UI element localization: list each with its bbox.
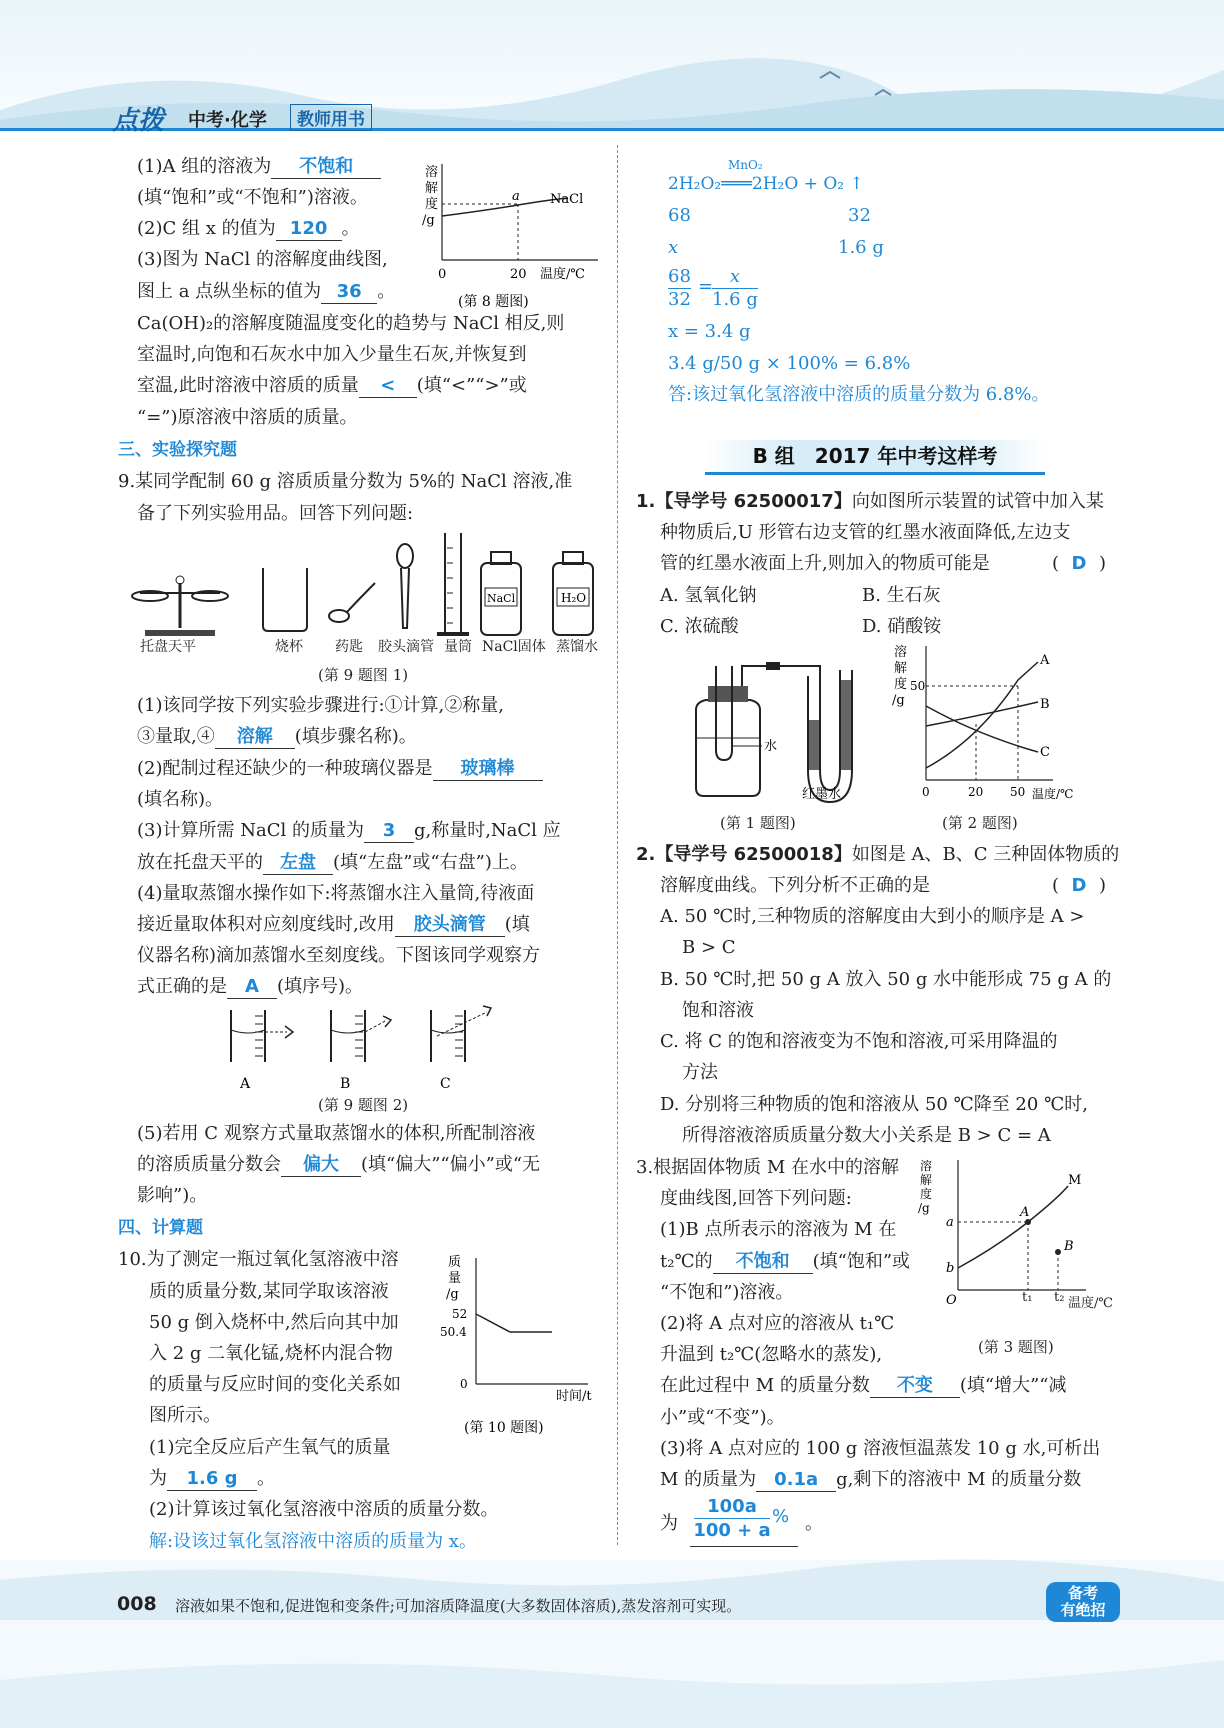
y-axis-label: 量 <box>448 1271 462 1286</box>
page-number: 008 <box>117 1593 157 1615</box>
answer-blank: A <box>227 976 277 999</box>
tick-label: 0 <box>438 267 447 282</box>
tick-label: t₂ <box>1054 1290 1065 1305</box>
tick-label: 0 <box>460 1377 468 1391</box>
point-b <box>1055 1249 1061 1255</box>
figure-caption: (第 2 题图) <box>942 814 1018 832</box>
footer-badge: 备考 有绝招 <box>1046 1582 1120 1622</box>
answer-blank: 不变 <box>870 1375 960 1398</box>
tick-label: t₁ <box>1022 1290 1033 1305</box>
series-label: A <box>1040 653 1050 668</box>
balance-icon <box>132 576 228 636</box>
y-axis-label: 溶 <box>920 1159 933 1173</box>
tick-label: 20 <box>968 785 984 799</box>
option-label: B <box>340 1076 351 1092</box>
figure-b3-xlabels <box>918 1290 1118 1310</box>
y-axis-label: /g <box>422 213 435 228</box>
option-label: A <box>240 1076 251 1092</box>
choice-answer: D <box>1071 875 1087 896</box>
equipment-label: 胶头滴管 <box>378 639 434 655</box>
point-label: A <box>1020 1205 1030 1220</box>
x-axis-label: 时间/t <box>556 1389 592 1404</box>
equipment-label: NaCl固体 <box>482 639 546 655</box>
tick-label: a <box>946 1215 954 1230</box>
header-edition: 教师用书 <box>290 104 372 131</box>
figure-caption: (第 10 题图) <box>464 1420 544 1436</box>
tick-label: 50 <box>910 679 926 693</box>
answer-blank: 溶解 <box>215 726 295 749</box>
tick-label: 50 <box>1010 785 1026 799</box>
method-c-diagram <box>431 1006 491 1092</box>
answer-blank: 不饱和 <box>271 156 381 179</box>
m-curve <box>958 1186 1068 1268</box>
y-axis-label: 解 <box>920 1173 933 1187</box>
y-axis-label: 溶 <box>425 165 439 180</box>
y-axis-label: /g <box>918 1201 930 1215</box>
footer-background <box>0 1560 1224 1728</box>
option: C. 浓硫酸 <box>660 616 739 637</box>
series-label: NaCl <box>550 192 584 207</box>
section-title: 四、计算题 <box>118 1218 203 1238</box>
curve-c <box>926 706 1038 752</box>
group-b-banner: B 组 2017 年中考这样考 <box>705 440 1045 475</box>
ratio-fraction-right: x 1.6 g <box>712 266 758 310</box>
x-axis-label: 温度/℃ <box>1068 1296 1113 1311</box>
series-label: M <box>1068 1173 1082 1188</box>
solution-start: 解:设该过氧化氢溶液中溶质的质量为 x。 <box>149 1531 477 1552</box>
y-axis-label: 度 <box>894 677 908 692</box>
option: B. 50 ℃时,把 50 g A 放入 50 g 水中能形成 75 g A 的 <box>660 969 1112 990</box>
equipment-label: 量筒 <box>444 639 472 655</box>
answer-blank: 偏大 <box>281 1154 361 1177</box>
option: B. 生石灰 <box>862 585 941 606</box>
ratio-fraction-left: 68 32 <box>668 266 691 310</box>
equipment-label: 烧杯 <box>275 639 303 655</box>
equipment-label: 托盘天平 <box>140 639 196 655</box>
point-a-label: a <box>512 189 520 204</box>
origin-label: O <box>946 1293 957 1308</box>
u-tube-icon <box>808 670 852 802</box>
answer-blank: 3 <box>364 820 414 843</box>
option: A. 50 ℃时,三种物质的溶解度由大到小的顺序是 A > <box>660 906 1085 927</box>
figure-9-2-reading-methods <box>225 1002 515 1092</box>
section-title: 三、实验探究题 <box>118 440 237 460</box>
tick-label: b <box>946 1261 955 1276</box>
x-axis-label: 温度/℃ <box>540 267 585 282</box>
curve-b <box>926 702 1038 726</box>
figure-caption: (第 8 题图) <box>458 294 529 310</box>
choice-answer: D <box>1071 553 1087 574</box>
figure-caption: (第 3 题图) <box>978 1338 1054 1356</box>
option: C. 将 C 的饱和溶液变为不饱和溶液,可采用降温的 <box>660 1031 1058 1052</box>
equipment-labels <box>140 636 620 656</box>
y-axis-label: 度 <box>425 197 439 212</box>
label-red-ink: 红墨水 <box>802 787 842 802</box>
tick-label: 0 <box>922 785 930 799</box>
answer-blank: 0.1a <box>756 1469 836 1492</box>
option: A. 氢氧化钠 <box>660 585 757 606</box>
option-label: C <box>440 1076 451 1092</box>
x-axis-label: 温度/℃ <box>1032 787 1074 801</box>
method-a-diagram <box>231 1010 293 1092</box>
answer-blank: 36 <box>321 281 377 304</box>
answer-blank: 不饱和 <box>713 1251 813 1274</box>
reference-number: 2.【导学号 62500018】 <box>636 844 852 865</box>
answer-blank: 左盘 <box>263 852 333 875</box>
answer-fraction: 100a 100 + a % <box>690 1496 798 1547</box>
answer-blank: < <box>359 375 417 398</box>
tick-label: 20 <box>510 267 527 282</box>
y-axis-label: 质 <box>448 1255 462 1270</box>
answer-blank: 1.6 g <box>167 1468 257 1491</box>
y-axis-label: 溶 <box>894 645 908 660</box>
bottle-label: NaCl <box>487 592 516 605</box>
flask-icon <box>696 686 760 796</box>
tick-label: 52 <box>452 1307 468 1321</box>
bottle-label: H₂O <box>561 591 587 605</box>
test-tube-icon <box>716 666 732 760</box>
reaction-equation: 2H₂O₂═══2H₂O + O₂ ↑ <box>668 174 864 194</box>
figure-8-nacl-curve <box>418 158 618 308</box>
header-subject: 中考·化学 <box>188 110 267 131</box>
figure-b1-apparatus <box>680 650 880 830</box>
figure-caption: (第 9 题图 1) <box>318 666 409 684</box>
catalyst-label: MnO₂ <box>728 158 763 172</box>
spoon-icon <box>329 583 375 622</box>
y-axis-label: 度 <box>920 1187 933 1201</box>
figure-10-mass-time <box>440 1250 620 1440</box>
series-label: B <box>1040 697 1050 712</box>
figure-caption: (第 9 题图 2) <box>318 1096 409 1114</box>
equipment-label: 药匙 <box>335 639 363 655</box>
figure-caption: (第 1 题图) <box>720 814 796 832</box>
method-b-diagram <box>331 1010 391 1092</box>
nacl-bottle-icon <box>481 552 521 635</box>
brand-logo: 点拨 <box>112 106 165 136</box>
footer-tip: 溶液如果不饱和,促进饱和变条件;可加溶质降温度(大多数固体溶质),蒸发溶剂可实现。 <box>175 1597 742 1615</box>
y-axis-label: /g <box>446 1287 459 1302</box>
tick-label: 50.4 <box>440 1325 467 1339</box>
mass-curve <box>476 1314 552 1332</box>
option: D. 分别将三种物质的饱和溶液从 50 ℃降至 20 ℃时, <box>660 1094 1088 1115</box>
y-axis-label: 解 <box>425 181 439 196</box>
answer-blank: 120 <box>276 218 342 241</box>
figure-b2-solubility <box>888 640 1088 805</box>
beaker-icon <box>263 568 307 631</box>
water-bottle-icon <box>553 552 593 635</box>
y-axis-label: /g <box>892 693 905 708</box>
header-bar <box>0 100 1224 131</box>
point-label: B <box>1064 1239 1074 1254</box>
reference-number: 1.【导学号 62500017】 <box>636 491 852 512</box>
option: D. 硝酸铵 <box>862 616 942 637</box>
dropper-icon <box>397 544 413 628</box>
equipment-label: 蒸馏水 <box>556 639 598 655</box>
series-label: C <box>1040 745 1050 760</box>
label-water: 水 <box>764 739 778 754</box>
graduated-cylinder-icon <box>437 533 469 636</box>
answer-blank: 胶头滴管 <box>395 914 505 937</box>
y-axis-label: 解 <box>894 661 908 676</box>
answer-blank: 玻璃棒 <box>433 758 543 781</box>
